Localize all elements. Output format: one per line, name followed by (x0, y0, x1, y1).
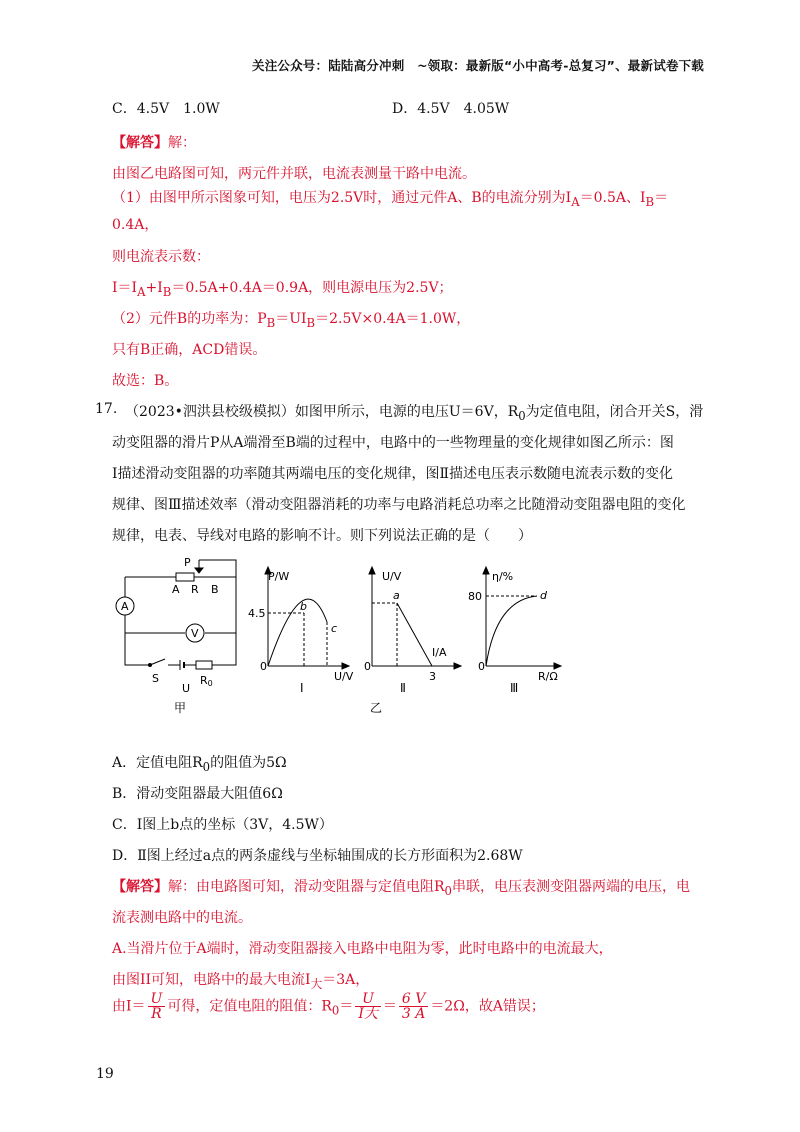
answer-line-1: 【解答】解：由电路图可知，滑动变阻器与定值电阻$R_0$串联，电压表测变阻器两端的电压，电 (112, 879, 690, 898)
graph3-origin: 0 (478, 660, 485, 673)
graph2-tick-x: 3 (429, 670, 436, 683)
graph1-ylabel: P/W (268, 570, 290, 583)
answer-tag: 【解答】 (112, 135, 168, 151)
graph1-point-b: b (300, 600, 307, 613)
option-a[interactable]: A．定值电阻$R_0$的阻值为5Ω (112, 755, 287, 774)
question-number: 17. (95, 401, 118, 417)
prev-answer-line-6: （2）元件B的功率为：$P_B=UI_B=2.5V\times 0.4A=1.0W$， (112, 311, 471, 330)
question-text-2: 动变阻器的滑片P从A端滑至B端的过程中，电路中的一些物理量的变化规律如图乙所示：图 (112, 435, 674, 451)
graph1-origin: 0 (260, 660, 267, 673)
prev-answer-line-1: 由图乙电路图可知，两元件并联，电流表测量干路中电流。 (112, 166, 476, 182)
page-number: 19 (96, 1066, 114, 1082)
label-B: B (211, 583, 219, 596)
question-text-3: Ⅰ描述滑动变阻器的功率随其两端电压的变化规律，图Ⅱ描述电压表示数随电流表示数的变化 (112, 466, 674, 482)
answer-tag: 【解答】 (112, 879, 168, 895)
voltmeter-icon: V (191, 627, 199, 640)
graph2-xlabel: I/A (432, 646, 447, 659)
prev-answer-line-8: 故选：B。 (112, 373, 179, 389)
page-header: 关注公众号：陆陆高分冲刺 ~领取：最新版“小中高考-总复习”、最新试卷下载 (252, 58, 704, 73)
graph3-point-d: d (540, 589, 547, 602)
option-b[interactable]: B．滑动变阻器最大阻值6Ω (112, 786, 283, 802)
graph2-caption: Ⅱ (400, 681, 406, 695)
prev-answer-line-5: $I=I_A+I_B=0.5A+0.4A=0.9A$，则电源电压为2.5V； (112, 280, 453, 299)
graph1-point-c: c (331, 622, 338, 635)
prev-option-c: C．4.5V 1.0W (112, 101, 220, 117)
physics-figure (0, 548, 800, 728)
fraction-u-over-r: $\frac{U}{R}$ (148, 992, 166, 1021)
graph1-caption: Ⅰ (300, 681, 304, 695)
graph2-point-a: a (393, 589, 400, 602)
label-R0: R0 (200, 674, 213, 688)
fraction-u-over-imax: $\frac{U}{\text{I大}}$ (355, 992, 381, 1021)
graph3-tick-y: 80 (468, 590, 482, 603)
label-S: S (152, 672, 159, 685)
label-A: A (172, 583, 180, 596)
graph2-origin: 0 (364, 660, 371, 673)
circuit-diagram (116, 560, 236, 670)
answer-line-5: 由I＝ $\frac{U}{R}$ 可得，定值电阻的阻值：$R_0=$ $\frac{U}{\text{I大}}$ ＝ $\frac{6 V}{3 A}$ ＝2Ω，故A错误； (112, 991, 545, 1022)
graph1-xlabel: U/V (334, 670, 354, 683)
prev-option-d: D．4.5V 4.05W (392, 101, 510, 117)
option-c[interactable]: C．Ⅰ图上b点的坐标（3V，4.5W） (112, 817, 333, 833)
answer-line-3: A.当滑片位于A端时，滑动变阻器接入电路中电阻为零，此时电路中的电流最大， (112, 941, 613, 957)
graph3-ylabel: η/% (492, 570, 514, 583)
graph3-caption: Ⅲ (510, 681, 519, 695)
fraction-6v-over-3a: $\frac{6 V}{3 A}$ (399, 992, 428, 1021)
label-R: R (191, 583, 199, 596)
option-d[interactable]: D．Ⅱ图上经过a点的两条虚线与坐标轴围成的长方形面积为2.68W (112, 848, 523, 864)
ammeter-icon: A (121, 600, 129, 613)
question-text-1: （2023•泗洪县校级模拟）如图甲所示，电源的电压U＝6V，$R_0$为定值电阻，闭合开关S，滑 (125, 404, 704, 423)
graph2-ylabel: U/V (382, 570, 402, 583)
prev-answer-line-2: （1）由图甲所示图象可知，电压为2.5V时，通过元件A、B的电流分别为$I_A=0.5A$、$I_B=$ (112, 190, 669, 209)
label-U: U (182, 682, 191, 695)
label-P: P (184, 556, 191, 569)
question-text-5: 规律，电表、导线对电路的影响不计。则下列说法正确的是（ ） (112, 528, 532, 544)
answer-line-4: 由图II可知，电路中的最大电流$I_大=3A$， (112, 972, 370, 991)
prev-answer-line-4: 则电流表示数： (112, 249, 210, 265)
prev-answer-line-3: 0.4A， (112, 217, 159, 233)
graph1-tick-y: 4.5 (248, 607, 266, 620)
graph3-xlabel: R/Ω (538, 670, 558, 683)
prev-answer-heading: 【解答】解： (112, 135, 196, 151)
prev-answer-line-7: 只有B正确，ACD错误。 (112, 342, 267, 358)
caption-yi: 乙 (370, 701, 383, 715)
caption-jia: 甲 (174, 701, 187, 715)
answer-line-2: 流表测电路中的电流。 (112, 910, 252, 926)
question-text-4: 规律、图Ⅲ描述效率（滑动变阻器消耗的功率与电路消耗总功率之比随滑动变阻器电阻的变化 (112, 497, 686, 513)
